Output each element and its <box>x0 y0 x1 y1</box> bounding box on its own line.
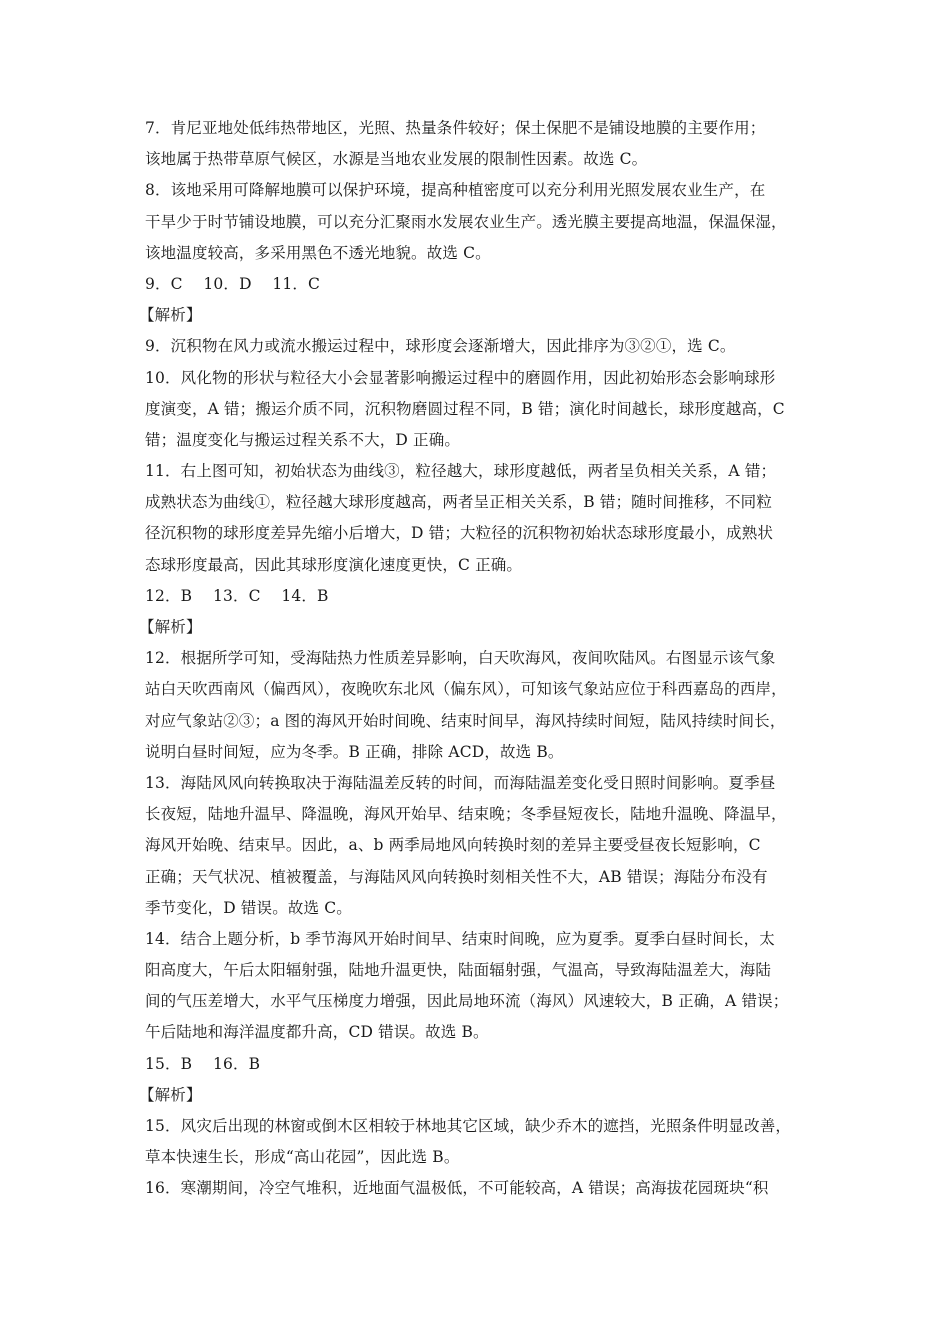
analysis-heading: 【解析】 <box>139 618 202 636</box>
analysis-heading: 【解析】 <box>139 1085 202 1104</box>
text-line: 11．右上图可知，初始状态为曲线③，粒径越大，球形度越低，两者呈负相关关系，A 错； <box>145 462 777 481</box>
answer-line: 9．C 10．D 11．C <box>145 274 321 293</box>
text-line: 8．该地采用可降解地膜可以保护环境，提高种植密度可以充分利用光照发展农业生产，在 <box>145 181 766 200</box>
text-line: 干旱少于时节铺设地膜，可以充分汇聚雨水发展农业生产。透光膜主要提高地温，保温保湿， <box>145 212 787 231</box>
answer-line: 15．B 16．B <box>145 1054 261 1073</box>
text-line: 10．风化物的形状与粒径大小会显著影响搬运过程中的磨圆作用，因此初始形态会影响球形 <box>145 368 776 387</box>
answer-line: 12．B 13．C 14．B <box>145 586 329 605</box>
text-line: 间的气压差增大，水平气压梯度力增强，因此局地环流（海风）风速较大，B 正确，A 错误； <box>145 992 789 1011</box>
text-line: 12．根据所学可知，受海陆热力性质差异影响，白天吹海风，夜间吹陆风。右图显示该气象 <box>145 649 776 668</box>
text-line: 长夜短，陆地升温早、降温晚，海风开始早、结束晚；冬季昼短夜长，陆地升温晚、降温早， <box>145 805 787 824</box>
text-line: 说明白昼时间短，应为冬季。B 正确，排除 ACD，故选 B。 <box>145 742 564 761</box>
text-line: 草本快速生长，形成“高山花园”，因此选 B。 <box>145 1148 460 1167</box>
text-line: 季节变化，D 错误。故选 C。 <box>145 898 352 917</box>
text-line: 14．结合上题分析，b 季节海风开始时间早、结束时间晚，应为夏季。夏季白昼时间长，太 <box>145 929 775 948</box>
document-page <box>139 113 810 1205</box>
text-line: 正确；天气状况、植被覆盖，与海陆风风向转换时刻相关性不大，AB 错误；海陆分布没有 <box>145 867 768 886</box>
text-line: 对应气象站②③；a 图的海风开始时间晚、结束时间早，海风持续时间短，陆风持续时间长， <box>145 711 786 730</box>
text-line: 午后陆地和海洋温度都升高，CD 错误。故选 B。 <box>145 1023 489 1042</box>
text-line: 海风开始晚、结束早。因此，a、b 两季局地风向转换时刻的差异主要受昼夜长短影响，C <box>145 836 761 855</box>
text-line: 态球形度最高，因此其球形度演化速度更快，C 正确。 <box>145 555 523 574</box>
text-line: 该地属于热带草原气候区，水源是当地农业发展的限制性因素。故选 C。 <box>145 150 648 169</box>
text-line: 错；温度变化与搬运过程关系不大，D 正确。 <box>145 430 461 449</box>
text-line: 径沉积物的球形度差异先缩小后增大，D 错；大粒径的沉积物初始状态球形度最小，成熟状 <box>145 524 774 543</box>
text-line: 7．肯尼亚地处低纬热带地区，光照、热量条件较好；保土保肥不是铺设地膜的主要作用； <box>145 119 766 137</box>
text-line: 9．沉积物在风力或流水搬运过程中，球形度会逐渐增大，因此排序为③②①，选 C。 <box>145 337 736 356</box>
text-line: 该地温度较高，多采用黑色不透光地貌。故选 C。 <box>145 243 491 262</box>
text-line: 成熟状态为曲线①，粒径越大球形度越高，两者呈正相关关系，B 错；随时间推移，不同粒 <box>145 493 772 512</box>
text-line: 16．寒潮期间，冷空气堆积，近地面气温极低，不可能较高，A 错误；高海拔花园斑块“积 <box>145 1179 769 1198</box>
text-line: 站白天吹西南风（偏西风），夜晚吹东北风（偏东风），可知该气象站应位于科西嘉岛的西岸， <box>145 680 787 699</box>
text-line: 13．海陆风风向转换取决于海陆温差反转的时间，而海陆温差变化受日照时间影响。夏季昼 <box>145 773 776 792</box>
text-line: 度演变，A 错；搬运介质不同，沉积物磨圆过程不同，B 错；演化时间越长，球形度越高，C <box>145 399 785 418</box>
text-line: 阳高度大，午后太阳辐射强，陆地升温更快，陆面辐射强，气温高，导致海陆温差大，海陆 <box>145 961 772 980</box>
analysis-heading: 【解析】 <box>139 306 202 325</box>
text-line: 15．风灾后出现的林窗或倒木区相较于林地其它区域，缺少乔木的遮挡，光照条件明显改善， <box>145 1117 792 1135</box>
